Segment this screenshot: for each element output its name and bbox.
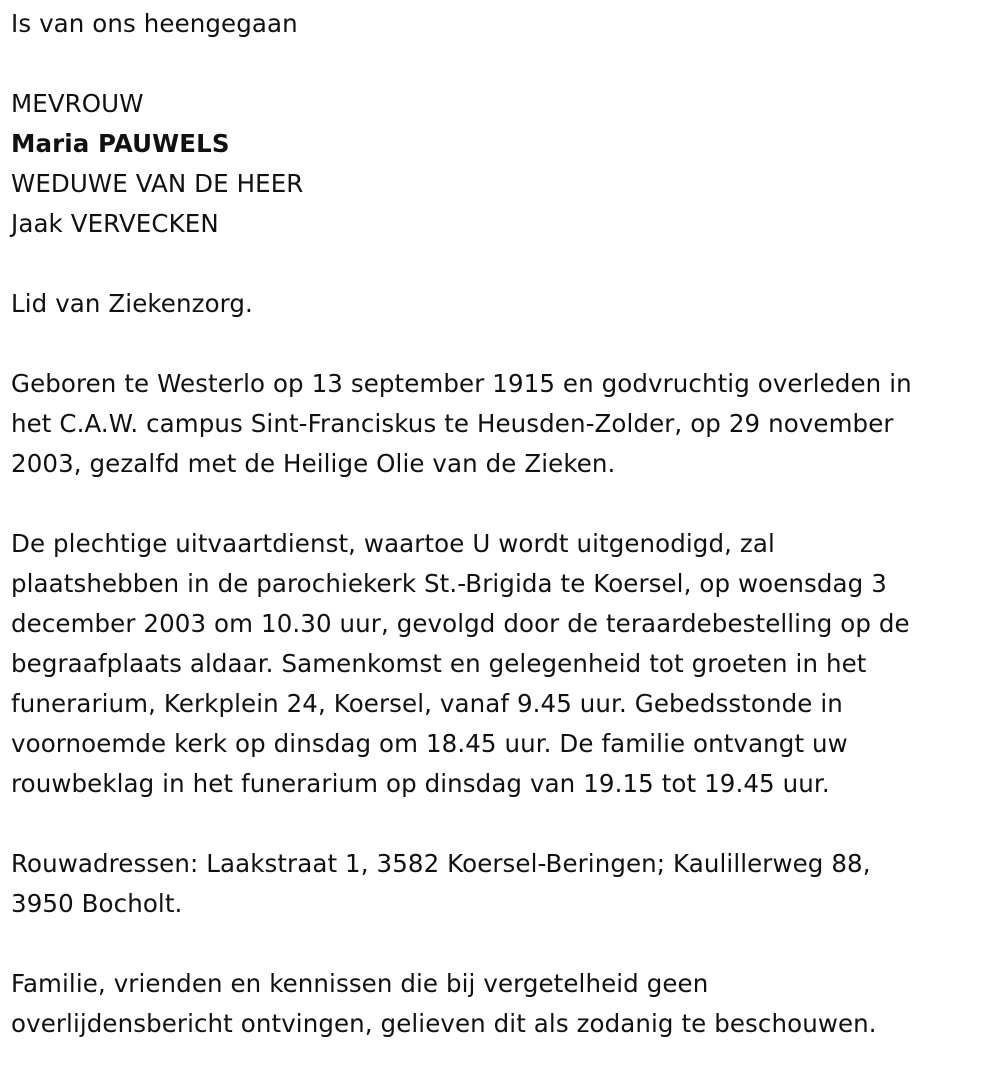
paragraph-line: De plechtige uitvaartdienst, waartoe U wordt uitgenodigd, zal — [11, 529, 775, 558]
paragraph-line: rouwbeklag in het funerarium op dinsdag van 19.15 tot 19.45 uur. — [11, 769, 830, 798]
paragraph-line: plaatshebben in de parochiekerk St.-Brigida te Koersel, op woensdag 3 — [11, 569, 887, 598]
paragraph-line: december 2003 om 10.30 uur, gevolgd door de teraardebestelling op de — [11, 609, 910, 638]
paragraph-line: Rouwadressen: Laakstraat 1, 3582 Koersel-Beringen; Kaulillerweg 88, — [11, 849, 871, 878]
funeral-service-paragraph — [11, 524, 986, 804]
closing-paragraph — [11, 964, 986, 1044]
paragraph-line: overlijdensbericht ontvingen, gelieven dit als zodanig te beschouwen. — [11, 1009, 877, 1038]
paragraph-line: het C.A.W. campus Sint-Franciskus te Heusden-Zolder, op 29 november — [11, 409, 894, 438]
title-mevrouw: MEVROUW — [11, 89, 144, 118]
paragraph-line: 2003, gezalfd met de Heilige Olie van de Zieken. — [11, 449, 616, 478]
widow-of-label: WEDUWE VAN DE HEER — [11, 169, 304, 198]
obituary-notice — [11, 4, 986, 1044]
deceased-name: Maria PAUWELS — [11, 129, 230, 158]
spouse-name: Jaak VERVECKEN — [11, 209, 219, 238]
membership-text: Lid van Ziekenzorg. — [11, 289, 253, 318]
paragraph-line: Geboren te Westerlo op 13 september 1915 en godvruchtig overleden in — [11, 369, 912, 398]
paragraph-line: funerarium, Kerkplein 24, Koersel, vanaf 9.45 uur. Gebedsstonde in — [11, 689, 843, 718]
paragraph-line: begraafplaats aldaar. Samenkomst en gelegenheid tot groeten in het — [11, 649, 867, 678]
condolence-address-paragraph — [11, 844, 986, 924]
paragraph-line: Familie, vrienden en kennissen die bij vergetelheid geen — [11, 969, 709, 998]
paragraph-line: 3950 Bocholt. — [11, 889, 183, 918]
paragraph-line: voornoemde kerk op dinsdag om 18.45 uur. De familie ontvangt uw — [11, 729, 848, 758]
birth-death-paragraph — [11, 364, 986, 484]
intro-text: Is van ons heengegaan — [11, 9, 298, 38]
